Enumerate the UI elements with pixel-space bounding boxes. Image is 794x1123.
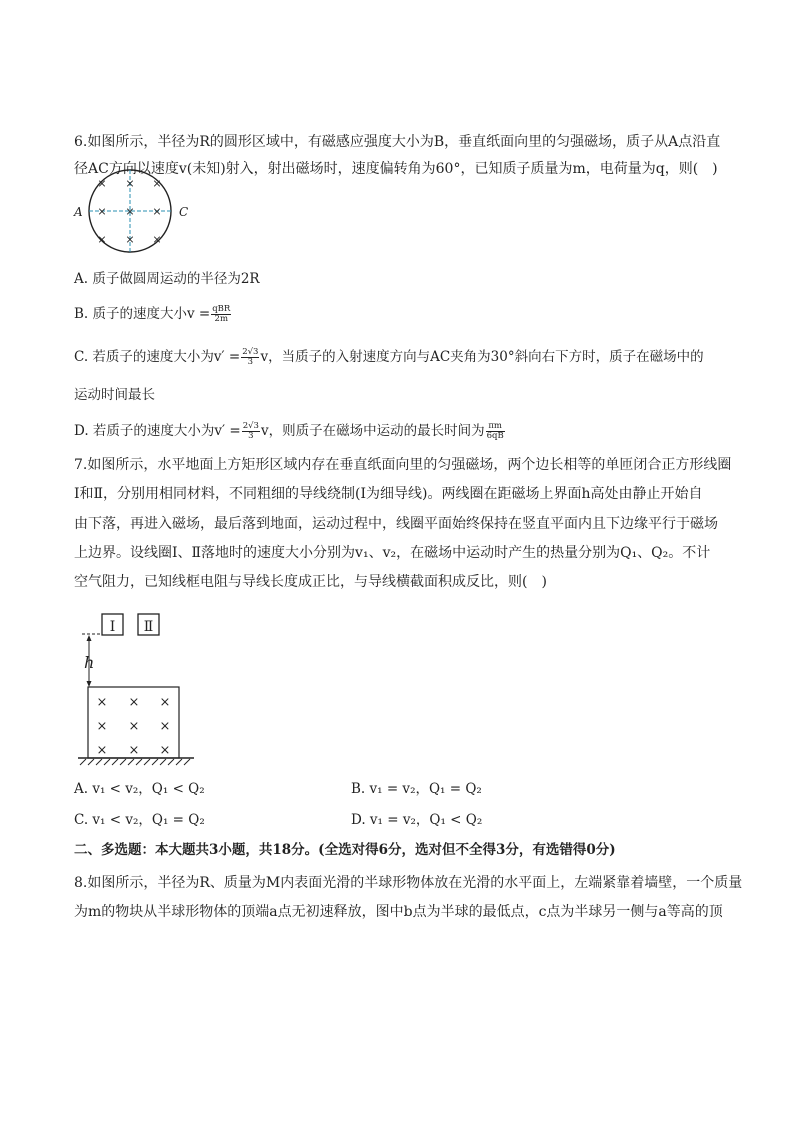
- q6-option-d-time-fraction: [486, 422, 505, 441]
- q6-option-c-fraction: [241, 348, 259, 367]
- q6-cross: ×: [125, 177, 135, 190]
- q7-stem-line3: 由下落，再进入磁场，最后落到地面，运动过程中，线圈平面始终保持在竖直平面内且下边缘平行于磁场: [74, 516, 718, 532]
- q6-cross: ×: [152, 177, 162, 190]
- q7-coil-1-label: Ⅰ: [109, 619, 116, 635]
- q6-option-b-denominator: 2m: [214, 314, 229, 324]
- q6-option-d-numerator: 2√3: [242, 421, 259, 431]
- q7-cross: ×: [96, 743, 108, 758]
- q6-option-c-numerator: 2√3: [242, 347, 259, 357]
- q7-cross: ×: [128, 743, 140, 758]
- q7-stem-line2: Ⅰ和Ⅱ，分别用相同材料，不同粗细的导线绕制(Ⅰ为细导线)。两线圈在距磁场上界面h高处由静止开始自: [74, 486, 703, 502]
- q6-option-c-suffix: v，当质子的入射速度方向与AC夹角为30°斜向右下方时，质子在磁场中的: [260, 349, 704, 365]
- q6-option-d-denominator: 3: [248, 431, 254, 441]
- q6-option-b-text: B. 质子的速度大小v =: [74, 306, 211, 322]
- q6-cross: ×: [125, 205, 135, 218]
- q7-coil-2-label: Ⅱ: [143, 619, 154, 635]
- q6-option-d-time-denominator: 6qB: [486, 431, 504, 441]
- q7-option-b[interactable]: B. v₁ = v₂，Q₁ = Q₂: [351, 781, 482, 797]
- q7-stem-line4: 上边界。设线圈Ⅰ、Ⅱ落地时的速度大小分别为v₁、v₂，在磁场中运动时产生的热量分别为Q₁、Q₂。不计: [74, 545, 711, 561]
- q6-stem-line1: 6.如图所示，半径为R的圆形区域中，有磁感应强度大小为B，垂直纸面向里的匀强磁场，质子从A点沿直: [74, 134, 721, 150]
- q6-cross: ×: [97, 177, 107, 190]
- q6-stem-line2: 径AC方向以速度v(未知)射入，射出磁场时，速度偏转角为60°，已知质子质量为m，电荷量为q，则( ): [74, 161, 718, 177]
- q7-cross: ×: [128, 719, 140, 734]
- q6-option-d-mid: v，则质子在磁场中运动的最长时间为: [260, 423, 485, 439]
- q7-cross: ×: [159, 743, 171, 758]
- q6-magnetic-field-figure: [66, 168, 206, 258]
- section-heading-multiple-choice: 二、多选题：本大题共3小题，共18分。(全选对得6分，选对但不全得3分，有选错得0分): [74, 842, 616, 858]
- q7-arrow-head-bottom: [87, 681, 92, 687]
- q6-option-c[interactable]: [74, 348, 704, 367]
- q7-cross: ×: [96, 719, 108, 734]
- q6-option-a[interactable]: A. 质子做圆周运动的半径为2R: [74, 271, 260, 287]
- q7-ground-hatching: [80, 759, 190, 765]
- q8-stem-line2: 为m的物块从半球形物体的顶端a点无初速释放，图中b点为半球的最低点，c点为半球另一侧与a等高的顶: [74, 904, 723, 920]
- q6-option-b[interactable]: [74, 305, 232, 324]
- q7-cross: ×: [159, 695, 171, 710]
- q6-option-d-text: D. 若质子的速度大小为v′ =: [74, 423, 241, 439]
- q7-arrow-head-top: [87, 635, 92, 641]
- q7-height-label: h: [84, 653, 95, 672]
- q6-option-c-line2: 运动时间最长: [74, 387, 155, 403]
- q6-option-b-numerator: qBR: [212, 304, 231, 314]
- q7-option-c[interactable]: C. v₁ < v₂，Q₁ = Q₂: [74, 812, 205, 828]
- q6-option-d-fraction: [242, 422, 260, 441]
- q6-cross: ×: [152, 205, 162, 218]
- q7-option-d[interactable]: D. v₁ = v₂，Q₁ < Q₂: [351, 812, 483, 828]
- q6-option-b-fraction: [211, 305, 231, 324]
- q7-cross: ×: [128, 695, 140, 710]
- q8-stem-line1: 8.如图所示，半径为R、质量为M内表面光滑的半球形物体放在光滑的水平面上，左端紧靠着墙壁，一个质量: [74, 875, 743, 891]
- q6-option-d[interactable]: [74, 422, 506, 441]
- q6-cross: ×: [97, 233, 107, 246]
- q6-cross: ×: [152, 233, 162, 246]
- q6-option-d-time-numerator: πm: [486, 422, 505, 432]
- q7-stem-line5: 空气阻力，已知线框电阻与导线长度成正比，与导线横截面积成反比，则( ): [74, 574, 547, 590]
- q7-option-a[interactable]: A. v₁ < v₂，Q₁ < Q₂: [74, 781, 205, 797]
- q6-point-a-label: A: [74, 205, 83, 219]
- q6-cross: ×: [97, 205, 107, 218]
- q6-option-c-denominator: 3: [247, 357, 254, 367]
- q7-cross: ×: [96, 695, 108, 710]
- q6-option-c-text: C. 若质子的速度大小为v′ =: [74, 349, 241, 365]
- q6-point-c-label: C: [179, 205, 189, 219]
- q7-stem-line1: 7.如图所示，水平地面上方矩形区域内存在垂直纸面向里的匀强磁场，两个边长相等的单匝闭合正方形线圈: [74, 457, 732, 473]
- q7-coil-field-figure: [72, 606, 202, 770]
- q7-cross: ×: [159, 719, 171, 734]
- q6-cross: ×: [125, 233, 135, 246]
